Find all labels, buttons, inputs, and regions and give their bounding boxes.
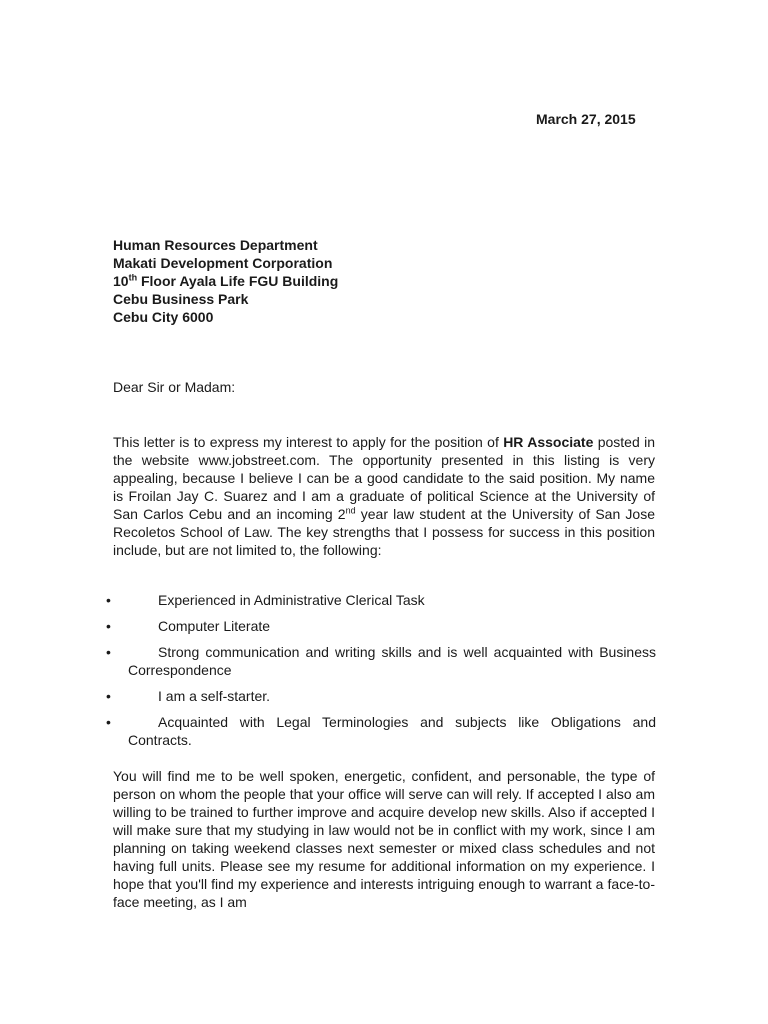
list-item: • Strong communication and writing skills and is well acquainted with Business Correspondence bbox=[106, 644, 656, 678]
recipient-address bbox=[113, 236, 338, 326]
position-title: HR Associate bbox=[503, 434, 594, 450]
list-item: • Computer Literate bbox=[106, 618, 271, 634]
strengths-list bbox=[100, 591, 656, 757]
list-item: • I am a self-starter. bbox=[106, 688, 271, 704]
address-line-department: Human Resources Department bbox=[113, 237, 318, 253]
address-line-park: Cebu Business Park bbox=[113, 291, 249, 307]
bullet-icon: • bbox=[106, 714, 111, 730]
address-line-city: Cebu City 6000 bbox=[113, 309, 214, 325]
body-paragraph-closing: You will find me to be well spoken, energetic, confident, and personable, the type of person on whom the people that your office will serve can will rely. If accepted I also am willing to be trained to further improve and acquire develop new skills. Also if accepted I will make sure that my studying in law would not be in conflict with my work, since I am planning on taking weekend classes next semester or mixed class schedules and not having full units. Please see my resume for additional information on my experience. I hope that you'll find my experience and interests intriguing enough to warrant a face-to-face meeting, as I am bbox=[113, 768, 655, 910]
letter-date: March 27, 2015 bbox=[536, 111, 636, 127]
list-item: • Acquainted with Legal Terminologies and subjects like Obligations and Contracts. bbox=[106, 714, 656, 748]
bullet-icon: • bbox=[106, 592, 111, 608]
body-paragraph-intro: This letter is to express my interest to apply for the position of HR Associate posted in the website www.jobstreet.com. The opportunity presented in this listing is very appealing, because I believe I can be a good candidate to the said position. My name is Froilan Jay C. Suarez and I am a graduate of political Science at the University of San Carlos Cebu and an incoming 2nd year law student at the University of San Jose Recoletos School of Law. The key strengths that I possess for success in this position include, but are not limited to, the following: bbox=[113, 434, 655, 558]
list-item: • Experienced in Administrative Clerical Task bbox=[106, 592, 425, 608]
salutation: Dear Sir or Madam: bbox=[113, 379, 236, 395]
bullet-icon: • bbox=[106, 688, 111, 704]
address-line-building: 10th Floor Ayala Life FGU Building bbox=[113, 272, 339, 289]
bullet-icon: • bbox=[106, 644, 111, 660]
bullet-icon: • bbox=[106, 618, 111, 634]
address-line-company: Makati Development Corporation bbox=[113, 255, 333, 271]
